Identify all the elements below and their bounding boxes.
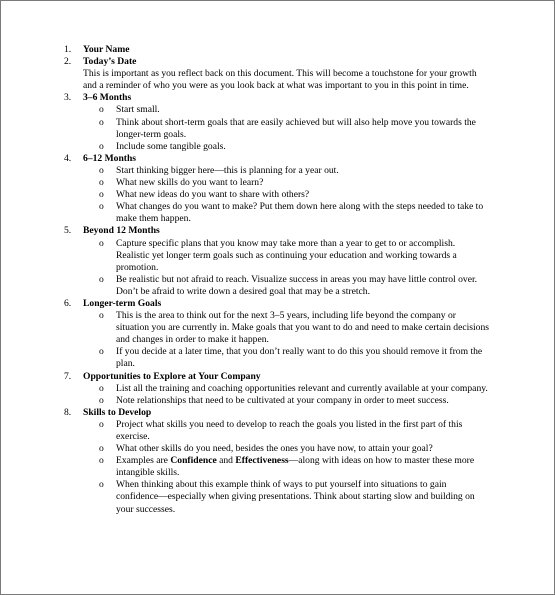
item-heading: Opportunities to Explore at Your Company [83,370,261,382]
bold-term: Confidence [170,455,217,467]
item-number: 5. [64,225,72,237]
bullet-icon: o [99,382,104,394]
item-number: 2. [64,56,72,68]
list-item [0,153,483,165]
text-fragment: Examples are [116,455,171,467]
bullet-item [0,177,489,189]
bullet-item [0,395,489,407]
item-heading: 6–12 Months [83,152,137,164]
item-number: 7. [64,370,72,382]
document-body [0,44,555,516]
bullet-item [0,189,489,201]
bullet-icon: o [99,346,104,358]
item-paragraph: This is important as you reflect back on this document. This will become a touchstone for your growth and a reminder of who you were as you look back at what was important to you in this point in time. [83,68,477,92]
bullet-icon: o [99,177,104,189]
item-number: 1. [64,44,72,55]
bullet-item [0,274,489,298]
list-item [0,225,483,237]
bullet-icon: o [99,104,104,116]
item-number: 6. [64,297,72,309]
list-item [0,92,483,104]
bullet-item [0,201,489,225]
bullet-icon: o [99,164,104,176]
list-item [0,298,483,310]
text-fragment: and [216,455,236,467]
bullet-icon: o [99,455,104,467]
bullet-text: Project what skills you need to develop to reach the goals you listed in the first part of this exercise. [116,418,463,442]
bullet-text: If you decide at a later time, that you don’t really want to do this you should remove it from the plan. [116,346,483,370]
bullet-icon: o [99,273,104,285]
item-heading: Beyond 12 Months [83,225,160,237]
bullet-icon: o [99,201,104,213]
bullet-item [0,117,489,141]
bullet-item [0,165,489,177]
item-heading: 3–6 Months [83,92,132,104]
bullet-text: Note relationships that need to be cultivated at your company in order to meet success. [116,394,449,406]
item-heading: Skills to Develop [83,406,152,418]
list-item [0,56,483,92]
bullet-icon: o [99,418,104,430]
bullet-icon: o [99,237,104,249]
bullet-item [0,104,489,116]
bold-term: Effectiveness [235,455,289,467]
bullet-icon: o [99,443,104,455]
bullet-item [0,346,489,370]
bullet-icon: o [99,189,104,201]
bullet-text: Think about short-term goals that are easily achieved but will also help move you towards the longer-term goals. [116,116,476,140]
bullet-text: What other skills do you need, besides the ones you have now, to attain your goal? [116,443,433,455]
bullet-icon: o [99,310,104,322]
bullet-text: What new ideas do you want to share with others? [116,189,310,201]
bullet-text [116,455,474,478]
item-heading: Your Name [83,44,130,55]
bullet-item [0,310,489,346]
item-number: 8. [64,406,72,418]
item-heading: Today’s Date [83,56,137,68]
bullet-text: List all the training and coaching opportunities relevant and currently available at your company. [116,382,488,394]
item-heading: Longer-term Goals [83,297,162,309]
bullet-text: When thinking about this example think of ways to put yourself into situations to gain confidence—especially when giving presentations. Think about starting slow and building on your successes. [116,479,475,515]
bullet-text: This is the area to think out for the next 3–5 years, including life beyond the company or situation you are currently in. Make goals that you want to do and need to make certain decisions and changes in order to make it happen. [116,310,489,346]
bullet-item [0,479,489,515]
bullet-item [0,141,489,153]
item-number: 3. [64,92,72,104]
list-item [0,44,483,56]
bullet-text: Capture specific plans that you know may take more than a year to get to or accomplish. Realistic yet longer term goals such as continuing your education and working towards a promotion. [116,237,457,273]
bullet-icon: o [99,479,104,491]
item-number: 4. [64,152,72,164]
list-item [0,407,483,419]
bullet-icon: o [99,116,104,128]
bullet-item [0,443,489,455]
bullet-text: Be realistic but not afraid to reach. Visualize success in areas you may have little control over. Don’t be afraid to write down a desired goal that may be a stretch. [116,273,478,297]
bullet-icon: o [99,140,104,152]
bullet-text: What changes do you want to make? Put them down here along with the steps needed to take to make them happen. [116,201,484,225]
bullet-item [0,419,489,443]
bullet-text: Start thinking bigger here—this is planning for a year out. [116,164,339,176]
bullet-item [0,455,489,479]
text-fragment: —along with ideas on how to master these more intangible skills. [116,455,475,479]
bullet-item [0,238,489,274]
bullet-text: Start small. [116,104,160,116]
bullet-item [0,383,489,395]
bullet-text: What new skills do you want to learn? [116,177,264,189]
bullet-text: Include some tangible goals. [116,140,226,152]
bullet-icon: o [99,394,104,406]
list-item [0,371,483,383]
